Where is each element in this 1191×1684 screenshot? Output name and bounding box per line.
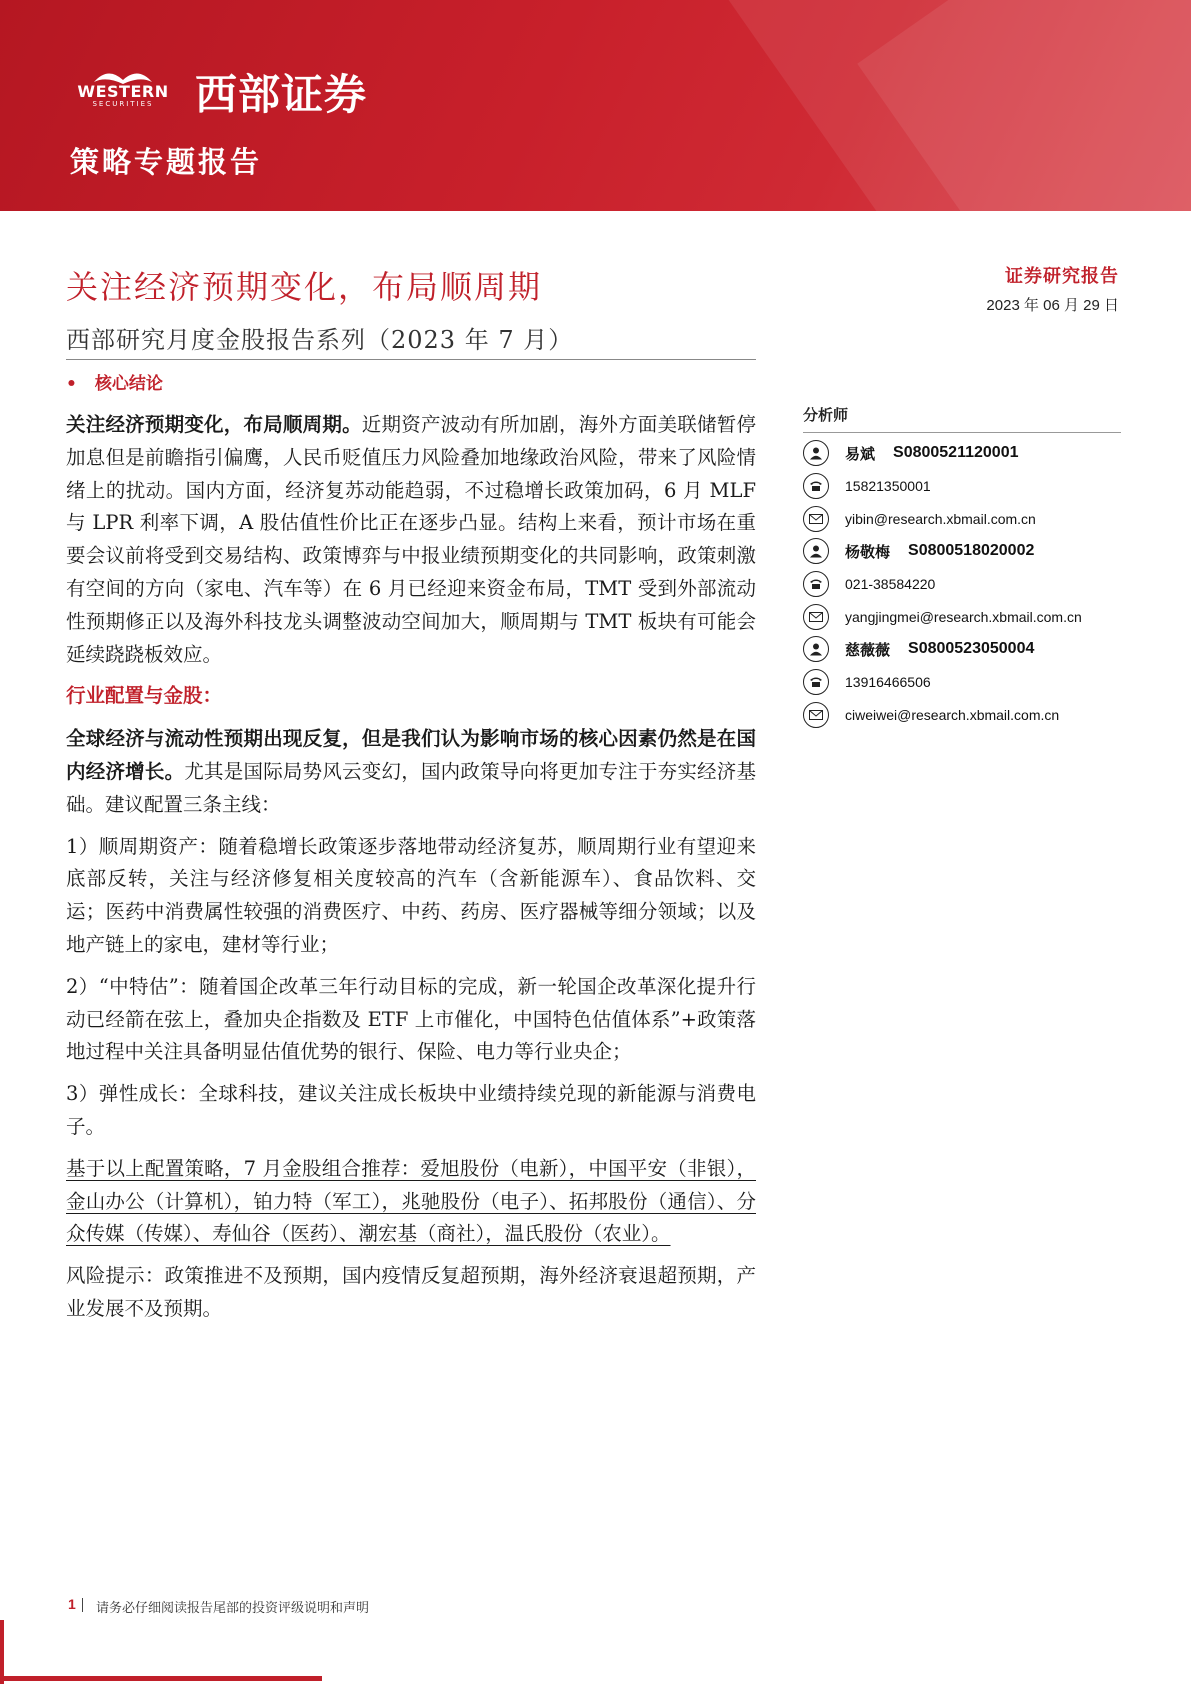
analyst-email-row: [803, 505, 1036, 533]
analyst-name: 慈薇薇: [845, 640, 891, 659]
paragraph-global-outlook: [66, 723, 756, 821]
person-icon: [803, 538, 829, 564]
phone-icon: [803, 571, 829, 597]
analyst-name-row: [803, 537, 1034, 565]
footer-corner-accent: [0, 1620, 4, 1684]
paragraph-line-2: 2）“中特估”：随着国企改革三年行动目标的完成，新一轮国企改革深化提升行动已经箭在弦上，叠加央企指数及 ETF 上市催化，中国特色估值体系”+政策落地过程中关注具备明显估值优势的银行、保险、电力等行业央企；: [66, 974, 756, 1064]
analyst-license-code: S0800518020002: [908, 542, 1035, 559]
bullet-icon: •: [66, 374, 77, 394]
report-date: 2023 年 06 月 29 日: [986, 297, 1119, 314]
paragraph-summary: [66, 409, 756, 671]
email-icon: [803, 702, 829, 728]
analyst-email-row: [803, 701, 1059, 729]
person-icon: [803, 440, 829, 466]
report-category-title: 策略专题报告: [70, 145, 263, 179]
analyst-heading: 分析师: [803, 406, 849, 424]
phone-icon: [803, 473, 829, 499]
analyst-phone-row: [803, 570, 935, 598]
page-number: 1: [68, 1596, 76, 1612]
summary-text: 近期资产波动有所加剧，海外方面美联储暂停加息但是前瞻指引偏鹰，人民币贬值压力风险叠加地缘政治风险，带来了风险情绪上的扰动。国内方面，经济复苏动能趋弱，不过稳增长政策加码，6 月 MLF 与 LPR 利率下调，A 股估值性价比正在逐步凸显。结构上来看，预计市场在重要会议前将受到交易结构、政策博弈与中报业绩预期变化的共同影响，政策刺激有空间的方向（家电、汽车等）在 6 月已经迎来资金布局，TMT 受到外部流动性预期修正以及海外科技龙头调整波动空间加大，顺周期与 TMT 板块有可能会延续跷跷板效应。: [66, 413, 756, 666]
footer-disclaimer: 请务必仔细阅读报告尾部的投资评级说明和声明: [96, 1601, 370, 1616]
analyst-email-row: [803, 603, 1082, 631]
analyst-phone: 15821350001: [845, 478, 931, 494]
summary-lead: 关注经济预期变化，布局顺周期。: [66, 413, 362, 436]
logo-english-text: WESTERN: [77, 82, 169, 101]
outlook-lead: 全球经济与流动性预期出现反复，但是我们认为影响市场的核心因素仍然是在国内经济增长。: [66, 727, 756, 783]
paragraph-line-3: 3）弹性成长：全球科技，建议关注成长板块中业绩持续兑现的新能源与消费电子。: [66, 1082, 756, 1138]
analyst-license-code: S0800523050004: [908, 640, 1035, 657]
analyst-name-row: [803, 439, 1018, 467]
core-conclusion-heading: [66, 369, 163, 394]
header-banner: [0, 0, 1191, 211]
email-icon: [803, 506, 829, 532]
page-subtitle: 西部研究月度金股报告系列（2023 年 7 月）: [66, 326, 574, 354]
analyst-name: 易斌: [845, 444, 876, 463]
analyst-email[interactable]: yangjingmei@research.xbmail.com.cn: [845, 609, 1082, 625]
footer-separator: [82, 1598, 83, 1612]
analyst-name-row: [803, 635, 1034, 663]
core-conclusion-label: 核心结论: [94, 374, 163, 394]
email-icon: [803, 604, 829, 630]
analyst-name: 杨敬梅: [845, 542, 891, 561]
report-type-label: 证券研究报告: [1005, 266, 1119, 287]
footer-bottom-accent: [0, 1676, 322, 1681]
title-divider: [66, 359, 756, 360]
analyst-phone: 13916466506: [845, 674, 931, 690]
main-body: [66, 409, 756, 1335]
analyst-phone-row: [803, 668, 931, 696]
page-title: 关注经济预期变化，布局顺周期: [66, 268, 543, 306]
logo-chinese-text: 西部证券: [195, 70, 368, 119]
analyst-phone: 021-38584220: [845, 576, 936, 592]
person-icon: [803, 636, 829, 662]
phone-icon: [803, 669, 829, 695]
analyst-license-code: S0800521120001: [893, 444, 1019, 461]
logo-english-subtext: SECURITIES: [92, 100, 154, 108]
outlook-text: 尤其是国际局势风云变幻，国内政策导向将更加专注于夯实经济基础。建议配置三条主线：: [66, 759, 756, 816]
paragraph-line-1: 1）顺周期资产：随着稳增长政策逐步落地带动经济复苏，顺周期行业有望迎来底部反转，关注与经济修复相关度较高的汽车（含新能源车）、食品饮料、交运；医药中消费属性较强的消费医疗、中药、药房、医疗器械等细分领域；以及地产链上的家电，建材等行业；: [66, 834, 756, 956]
analyst-email[interactable]: ciweiwei@research.xbmail.com.cn: [845, 707, 1060, 723]
section-heading-allocation: 行业配置与金股：: [66, 684, 223, 708]
analyst-phone-row: [803, 472, 931, 500]
analyst-email[interactable]: yibin@research.xbmail.com.cn: [845, 511, 1036, 527]
paragraph-stock-picks: 基于以上配置策略，7 月金股组合推荐：爱旭股份（电新），中国平安（非银），金山办公（计算机），铂力特（军工），兆驰股份（电子）、拓邦股份（通信）、分众传媒（传媒）、寿仙谷（医药）、潮宏基（商社），温氏股份（农业）。: [66, 1156, 756, 1246]
analyst-divider: [803, 432, 1121, 433]
paragraph-risk-warning: 风险提示：政策推进不及预期，国内疫情反复超预期，海外经济衰退超预期，产业发展不及预期。: [66, 1264, 756, 1320]
